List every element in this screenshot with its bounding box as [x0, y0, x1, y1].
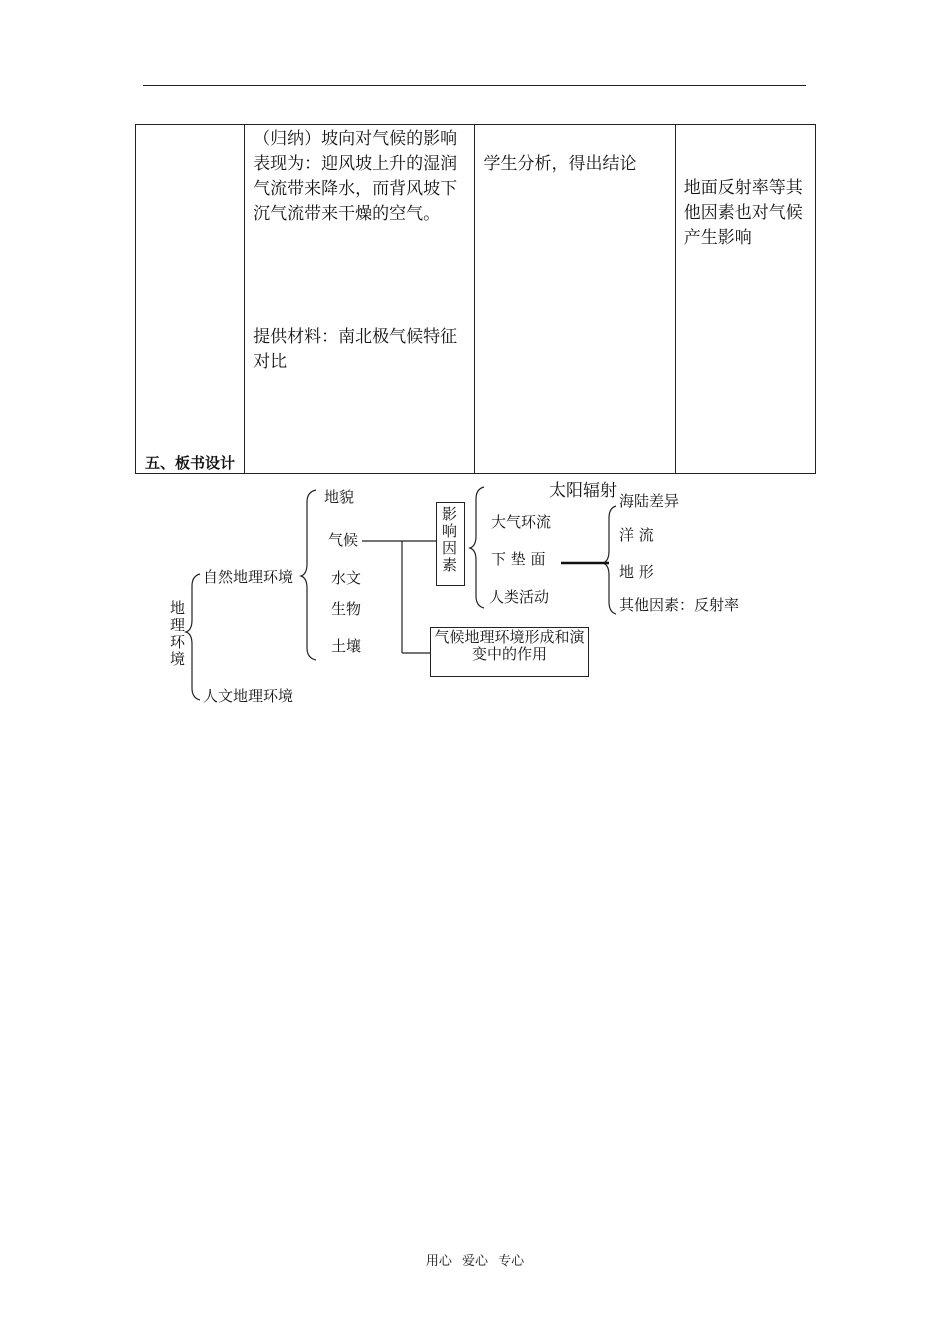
- note-text: 地面反射率等其他因素也对气候产生影响: [683, 178, 803, 248]
- surface-other: 其他因素：反射率: [619, 596, 740, 614]
- factor-surface: 下 垫 面: [491, 550, 546, 568]
- material-text: 提供材料：南北极气候特征对比: [253, 327, 458, 372]
- page-footer: 用心 爱心 专心: [425, 1254, 525, 1269]
- natural-env-label: 自然地理环境: [203, 568, 294, 586]
- factor-solar: 太阳辐射: [549, 481, 617, 501]
- human-env-label: 人文地理环境: [203, 687, 294, 705]
- surface-land-sea: 海陆差异: [619, 492, 680, 510]
- item-hydrology: 水文: [331, 569, 362, 587]
- role-box-label: 气候地理环境形成和演变中的作用: [434, 628, 585, 663]
- item-climate: 气候: [328, 531, 359, 549]
- role-box: [430, 627, 589, 677]
- factor-circulation: 大气环流: [491, 513, 552, 531]
- factor-human: 人类活动: [489, 588, 550, 606]
- conclusion-text: （归纳）坡向对气候的影响表现为：迎风坡上升的湿润气流带来降水，而背风坡下沉气流带来干燥的空气。: [253, 129, 458, 224]
- root-label: 地理环境: [169, 599, 185, 668]
- item-soil: 土壤: [331, 637, 362, 655]
- surface-ocean-current: 洋 流: [619, 526, 654, 544]
- item-biology: 生物: [331, 600, 362, 618]
- student-activity-text: 学生分析，得出结论: [483, 154, 637, 174]
- surface-terrain: 地 形: [619, 563, 654, 581]
- factors-box: [436, 502, 465, 586]
- section-title: 五、板书设计: [145, 454, 236, 472]
- factors-box-label: 影响因素: [441, 505, 457, 574]
- item-landform: 地貌: [324, 488, 355, 506]
